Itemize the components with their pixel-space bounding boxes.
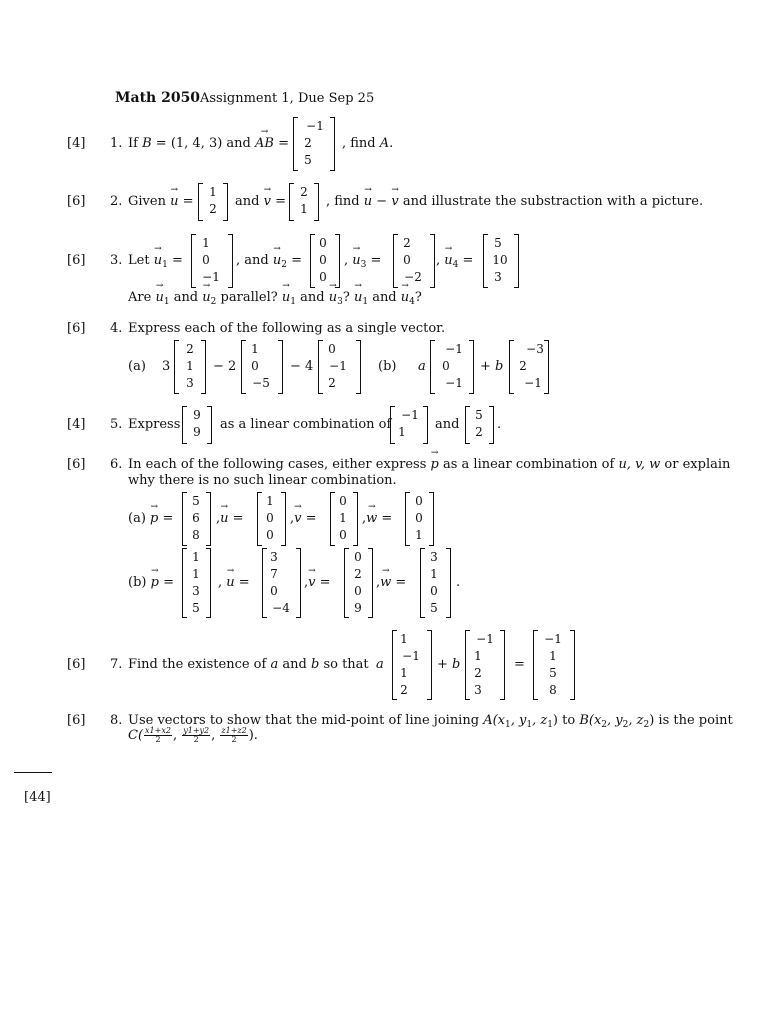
coefficient-b: + b — [437, 657, 461, 672]
marks: [4] — [67, 136, 86, 151]
matrix-bracket-right — [330, 117, 335, 171]
question-text-end: . — [456, 575, 461, 590]
matrix-entry: −1 — [544, 632, 562, 646]
matrix-entry: 1 — [415, 528, 423, 542]
matrix-entry: 6 — [192, 511, 200, 525]
fraction: $\frac{x1+x2}{2}$ — [145, 726, 171, 744]
question-text: , $u \to_4$ = — [436, 254, 473, 270]
matrix-entry: 0 — [328, 342, 336, 356]
vector-label: , u → = — [218, 576, 250, 589]
marks: [6] — [67, 253, 86, 268]
matrix-entry: 5 — [304, 153, 312, 167]
matrix-entry: 0 — [319, 236, 327, 250]
question-number: 4. — [110, 321, 123, 336]
matrix-entry: 0 — [354, 550, 362, 564]
question-text: In each of the following cases, either express p → as a linear combination of u, v, w or explain — [128, 458, 730, 471]
matrix-entry: 5 — [192, 494, 200, 508]
matrix-entry: −1 — [445, 376, 463, 390]
marks: [6] — [67, 713, 86, 728]
matrix-entry: 2 — [209, 202, 217, 216]
matrix-bracket-left — [174, 340, 179, 394]
question-text-line2: C( $\frac{x1+x2}{2}$ , $\frac{y1+y2}{2}$ , $\frac{z1+z2}{2}$ ). — [128, 726, 258, 744]
matrix-bracket-right — [223, 183, 228, 221]
coefficient-a: a — [376, 657, 384, 672]
coefficient-a: a — [418, 359, 426, 374]
question-number: 3. — [110, 253, 123, 268]
matrix-entry: 2 — [304, 136, 312, 150]
matrix-entry: 2 — [186, 342, 194, 356]
matrix-entry: −1 — [329, 359, 347, 373]
matrix-entry: 3 — [270, 550, 278, 564]
matrix-bracket-left — [182, 492, 187, 546]
total-marks: [44] — [24, 790, 51, 805]
due-date: Due Sep 25 — [298, 91, 375, 106]
question-text: Express — [128, 417, 181, 432]
matrix-entry: 2 — [300, 185, 308, 199]
matrix-entry: −3 — [526, 342, 544, 356]
matrix-entry: 0 — [354, 584, 362, 598]
matrix-entry: 1 — [300, 202, 308, 216]
question-text: , $u \to_3$ = — [344, 254, 381, 270]
question-text-line2: why there is no such linear combination. — [128, 473, 397, 488]
question-number: 2. — [110, 194, 123, 209]
matrix-entry: 1 — [202, 236, 210, 250]
matrix-entry: 8 — [549, 683, 557, 697]
marks: [6] — [67, 657, 86, 672]
part-b-label: (b) — [378, 359, 397, 374]
matrix-entry: 3 — [494, 270, 502, 284]
matrix-bracket-left — [182, 406, 187, 444]
matrix-bracket-right — [281, 492, 286, 546]
course-title: Math 2050 — [115, 90, 201, 106]
question-number: 1. — [110, 136, 123, 151]
matrix-entry: 2 — [474, 666, 482, 680]
matrix-bracket-right — [201, 340, 206, 394]
matrix-entry: 0 — [266, 528, 274, 542]
vector-label: ,v → = — [304, 576, 331, 589]
matrix-entry: 0 — [442, 359, 450, 373]
question-text-end: . — [497, 417, 502, 432]
part-a-label: (a) — [128, 359, 146, 374]
vector-label: ,w → = — [362, 512, 392, 525]
matrix-entry: −1 — [401, 408, 419, 422]
matrix-entry: 2 — [519, 359, 527, 373]
matrix-entry: 1 — [192, 567, 200, 581]
matrix-entry: −4 — [272, 601, 290, 615]
matrix-bracket-right — [514, 234, 519, 288]
matrix-bracket-right — [206, 492, 211, 546]
matrix-entry: −1 — [402, 649, 420, 663]
matrix-entry: 0 — [270, 584, 278, 598]
matrix-entry: 2 — [475, 425, 483, 439]
fraction: $\frac{z1+z2}{2}$ — [221, 726, 247, 744]
matrix-entry: 3 — [186, 376, 194, 390]
matrix-bracket-right — [427, 630, 432, 700]
coefficient: 3 — [162, 359, 171, 374]
matrix-entry: 0 — [415, 511, 423, 525]
matrix-entry: 1 — [209, 185, 217, 199]
matrix-entry: 9 — [193, 408, 201, 422]
matrix-bracket-right — [500, 630, 505, 700]
matrix-entry: 0 — [319, 253, 327, 267]
vector-label: ,w → = — [376, 576, 406, 589]
matrix-entry: −2 — [404, 270, 422, 284]
matrix-bracket-right — [489, 406, 494, 444]
matrix-entry: 9 — [193, 425, 201, 439]
matrix-entry: 5 — [549, 666, 557, 680]
matrix-entry: 8 — [192, 528, 200, 542]
matrix-entry: 2 — [400, 683, 408, 697]
question-text: Find the existence of a and b so that — [128, 657, 369, 672]
matrix-entry: −1 — [524, 376, 542, 390]
matrix-entry: 5 — [475, 408, 483, 422]
marks: [6] — [67, 457, 86, 472]
matrix-entry: 9 — [354, 601, 362, 615]
matrix-entry: 0 — [339, 528, 347, 542]
matrix-entry: −1 — [202, 270, 220, 284]
matrix-entry: 1 — [400, 632, 408, 646]
matrix-bracket-left — [198, 183, 203, 221]
equals-sign: = — [514, 657, 525, 672]
matrix-entry: 10 — [492, 253, 508, 267]
question-number: 6. — [110, 457, 123, 472]
matrix-entry: 7 — [270, 567, 278, 581]
marks: [6] — [67, 321, 86, 336]
matrix-entry: 2 — [403, 236, 411, 250]
matrix-entry: 3 — [192, 584, 200, 598]
question-text-end: , find u → − v → and illustrate the substraction with a picture. — [326, 195, 703, 208]
matrix-entry: 0 — [251, 359, 259, 373]
matrix-bracket-right — [335, 234, 340, 288]
matrix-entry: 0 — [403, 253, 411, 267]
question-text: and v → = — [235, 195, 286, 208]
matrix-entry: 1 — [192, 550, 200, 564]
matrix-bracket-right — [446, 548, 451, 618]
matrix-bracket-left — [420, 548, 425, 618]
coefficient: − 4 — [290, 359, 314, 374]
matrix-entry: 1 — [251, 342, 259, 356]
matrix-entry: 1 — [186, 359, 194, 373]
vector-label: ,v → = — [290, 512, 317, 525]
matrix-entry: 0 — [430, 584, 438, 598]
question-subtext: Are $u \to_1$ and $u \to_2$ parallel? $u \to_1$ and $u \to_3$? $u \to_1$ and $u \to_4$? — [128, 291, 422, 307]
vector-label: ,u → = — [216, 512, 244, 525]
matrix-entry: 1 — [430, 567, 438, 581]
question-text: Given u → = — [128, 195, 194, 208]
question-text: Express each of the following as a single vector. — [128, 321, 446, 336]
matrix-bracket-right — [206, 548, 211, 618]
matrix-bracket-right — [430, 234, 435, 288]
matrix-bracket-right — [207, 406, 212, 444]
matrix-bracket-right — [314, 183, 319, 221]
matrix-entry: 1 — [266, 494, 274, 508]
matrix-entry: 0 — [202, 253, 210, 267]
matrix-bracket-left — [182, 548, 187, 618]
matrix-entry: 1 — [339, 511, 347, 525]
matrix-bracket-right — [356, 340, 361, 394]
matrix-bracket-right — [544, 340, 549, 394]
matrix-bracket-right — [570, 630, 575, 700]
matrix-entry: 5 — [494, 236, 502, 250]
question-number: 5. — [110, 417, 123, 432]
matrix-entry: 0 — [339, 494, 347, 508]
matrix-entry: 3 — [430, 550, 438, 564]
matrix-bracket-left — [405, 492, 410, 546]
matrix-bracket-left — [289, 183, 294, 221]
matrix-entry: −1 — [306, 119, 324, 133]
matrix-bracket-right — [353, 492, 358, 546]
question-number: 7. — [110, 657, 123, 672]
total-divider — [14, 772, 52, 773]
question-text: , and $u \to_2$ = — [236, 254, 302, 270]
matrix-entry: 0 — [266, 511, 274, 525]
matrix-entry: −5 — [252, 376, 270, 390]
question-text: Let $u \to_1$ = — [128, 254, 183, 270]
question-text-end: , find A. — [342, 136, 394, 151]
coefficient-b: + b — [480, 359, 504, 374]
matrix-bracket-right — [296, 548, 301, 618]
matrix-entry: 1 — [474, 649, 482, 663]
matrix-bracket-right — [278, 340, 283, 394]
part-a-label: (a) p → = — [128, 512, 173, 525]
matrix-bracket-right — [228, 234, 233, 288]
matrix-bracket-left — [465, 406, 470, 444]
fraction: $\frac{y1+y2}{2}$ — [183, 726, 210, 744]
marks: [4] — [67, 417, 86, 432]
matrix-entry: 5 — [430, 601, 438, 615]
matrix-bracket-left — [509, 340, 514, 394]
marks: [6] — [67, 194, 86, 209]
matrix-bracket-right — [429, 492, 434, 546]
matrix-entry: 1 — [400, 666, 408, 680]
matrix-entry: 5 — [192, 601, 200, 615]
matrix-bracket-right — [469, 340, 474, 394]
part-b-label: (b) p → = — [128, 576, 174, 589]
question-text: Use vectors to show that the mid-point of line joining $A(x_1$, $y_1$, $z_1$) to $B(x_2$, $y_2$, $z_2$) is the point — [128, 713, 733, 730]
matrix-entry: 1 — [549, 649, 557, 663]
coefficient: − 2 — [213, 359, 237, 374]
matrix-entry: 0 — [415, 494, 423, 508]
matrix-bracket-right — [423, 406, 428, 444]
question-text: If B = (1, 4, 3) and AB → = — [128, 137, 289, 150]
matrix-entry: 3 — [474, 683, 482, 697]
matrix-bracket-left — [344, 548, 349, 618]
matrix-entry: 2 — [328, 376, 336, 390]
assignment-label: Assignment 1, — [200, 91, 294, 106]
matrix-entry: 1 — [398, 425, 406, 439]
matrix-entry: −1 — [445, 342, 463, 356]
question-text: and — [435, 417, 460, 432]
matrix-bracket-left — [293, 117, 298, 171]
matrix-bracket-left — [430, 340, 435, 394]
matrix-entry: 2 — [354, 567, 362, 581]
matrix-bracket-right — [368, 548, 373, 618]
matrix-entry: 0 — [319, 270, 327, 284]
matrix-entry: −1 — [476, 632, 494, 646]
question-number: 8. — [110, 713, 123, 728]
question-text: as a linear combination of — [220, 417, 392, 432]
